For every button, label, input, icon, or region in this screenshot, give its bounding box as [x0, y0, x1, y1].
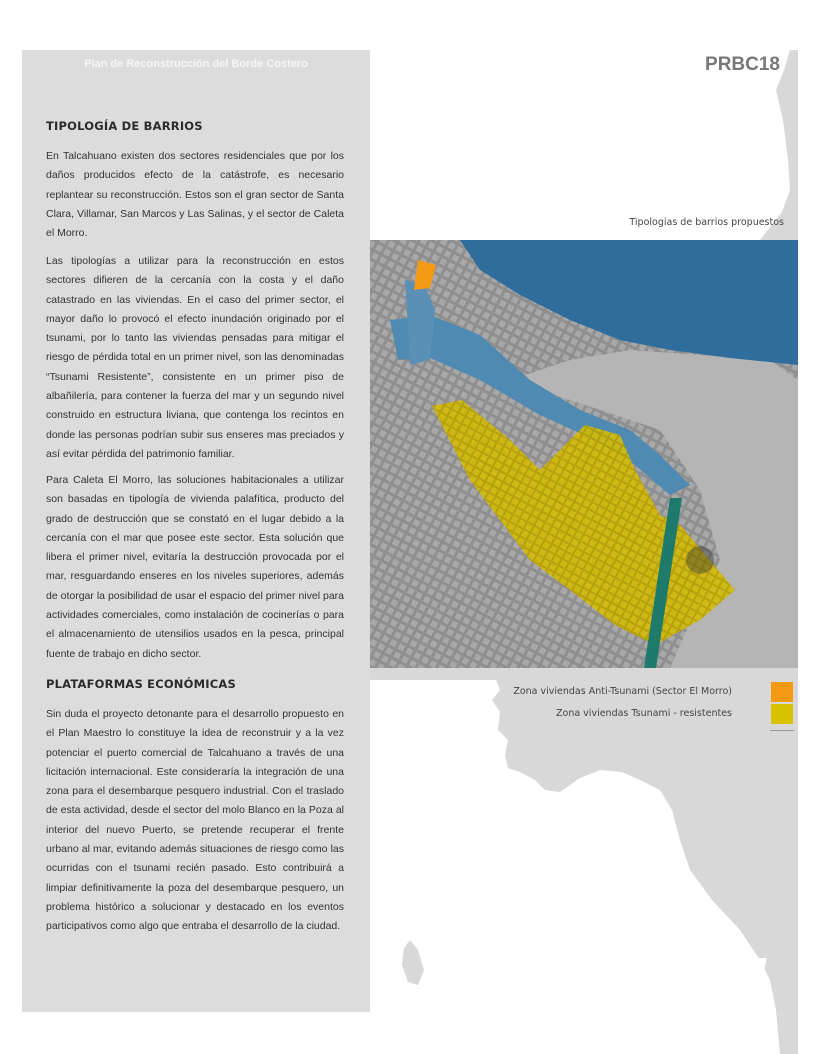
legend-divider: [770, 730, 794, 731]
paragraph: Para Caleta El Morro, las soluciones habitacionales a utilizar son basadas en tipología de vivienda palafítica, producto del grado de destrucción que se constató en el lugar debido a la cercanía con el mar que posee este sector. Esta solución que libera el primer nivel, evitaría la destrucción provocada por el mar, resguardando enseres en los niveles superiores, además de otorgar la posibilidad de usar el espacio del primer nivel para actividades comerciales, como instalación de cocinerías o para el almacenamiento de utensilios usados en la pesca, principal fuente de trabajo en dicho sector.: [46, 474, 344, 660]
paragraph: En Talcahuano existen dos sectores residenciales que por los daños producidos efecto de la catástrofe, es necesario replantear su reconstrucción. Estos son el gran sector de Santa Clara, Villamar, San Marcos y Las Salinas, y el sector de Caleta el Morro.: [46, 150, 344, 240]
legend-label: Zona viviendas Tsunami - resistentes: [556, 708, 732, 719]
map-caption: Tipologias de barrios propuestos: [629, 217, 784, 228]
document-header: Plan de Reconstrucción del Borde Costero: [84, 58, 308, 70]
page-number: 21: [710, 950, 776, 1001]
section-title-plataformas: PLATAFORMAS ECONÓMICAS: [46, 677, 236, 691]
aerial-map: [370, 240, 798, 668]
legend-swatch-orange: [771, 682, 793, 702]
section-title-tipologia: TIPOLOGÍA DE BARRIOS: [46, 119, 203, 133]
paragraph: Las tipologías a utilizar para la reconstrucción en estos sectores difieren de la cercanía con la costa y el daño catastrado en las viviendas. En el caso del primer sector, el mayor daño lo provocó el efecto inundación originado por el tsunami, por lo tanto las viviendas pensadas para mitigar el riesgo de pérdida total en un primer nivel, son las denominadas “Tsunami Resistente”, consistente en un primer piso de albañilería, para contener la fuerza del mar y un segundo nivel construido en estructura liviana, que contenga los recintos en donde las personas podrían subir sus enseres mas preciados y así evitar pérdida del patrimonio familiar.: [46, 255, 344, 460]
legend-swatch-yellow: [771, 704, 793, 724]
document-code: PRBC18: [705, 54, 780, 75]
legend-label: Zona viviendas Anti-Tsunami (Sector El Morro): [513, 686, 732, 697]
paragraph: Sin duda el proyecto detonante para el desarrollo propuesto en el Plan Maestro lo constituye la idea de reconstruir y a la vez potenciar el puerto comercial de Talcahuano a través de una licitación internacional. Este consideraría la integración de una zona para el desembarque pesquero industrial. Con el traslado de esta actividad, desde el sector del molo Blanco en la Poza al interior del nuevo Puerto, se pretende recuperar el frente urbano al mar, evitando además situaciones de riesgo como las ocurridas con el tsunami recién pasado. Esto contribuirá a limpiar definitivamente la poza del desembarque pesquero, un problema histórico a solucionar y destacado en los eventos participativos como algo que entraba el desarrollo de la ciudad.: [46, 708, 344, 933]
